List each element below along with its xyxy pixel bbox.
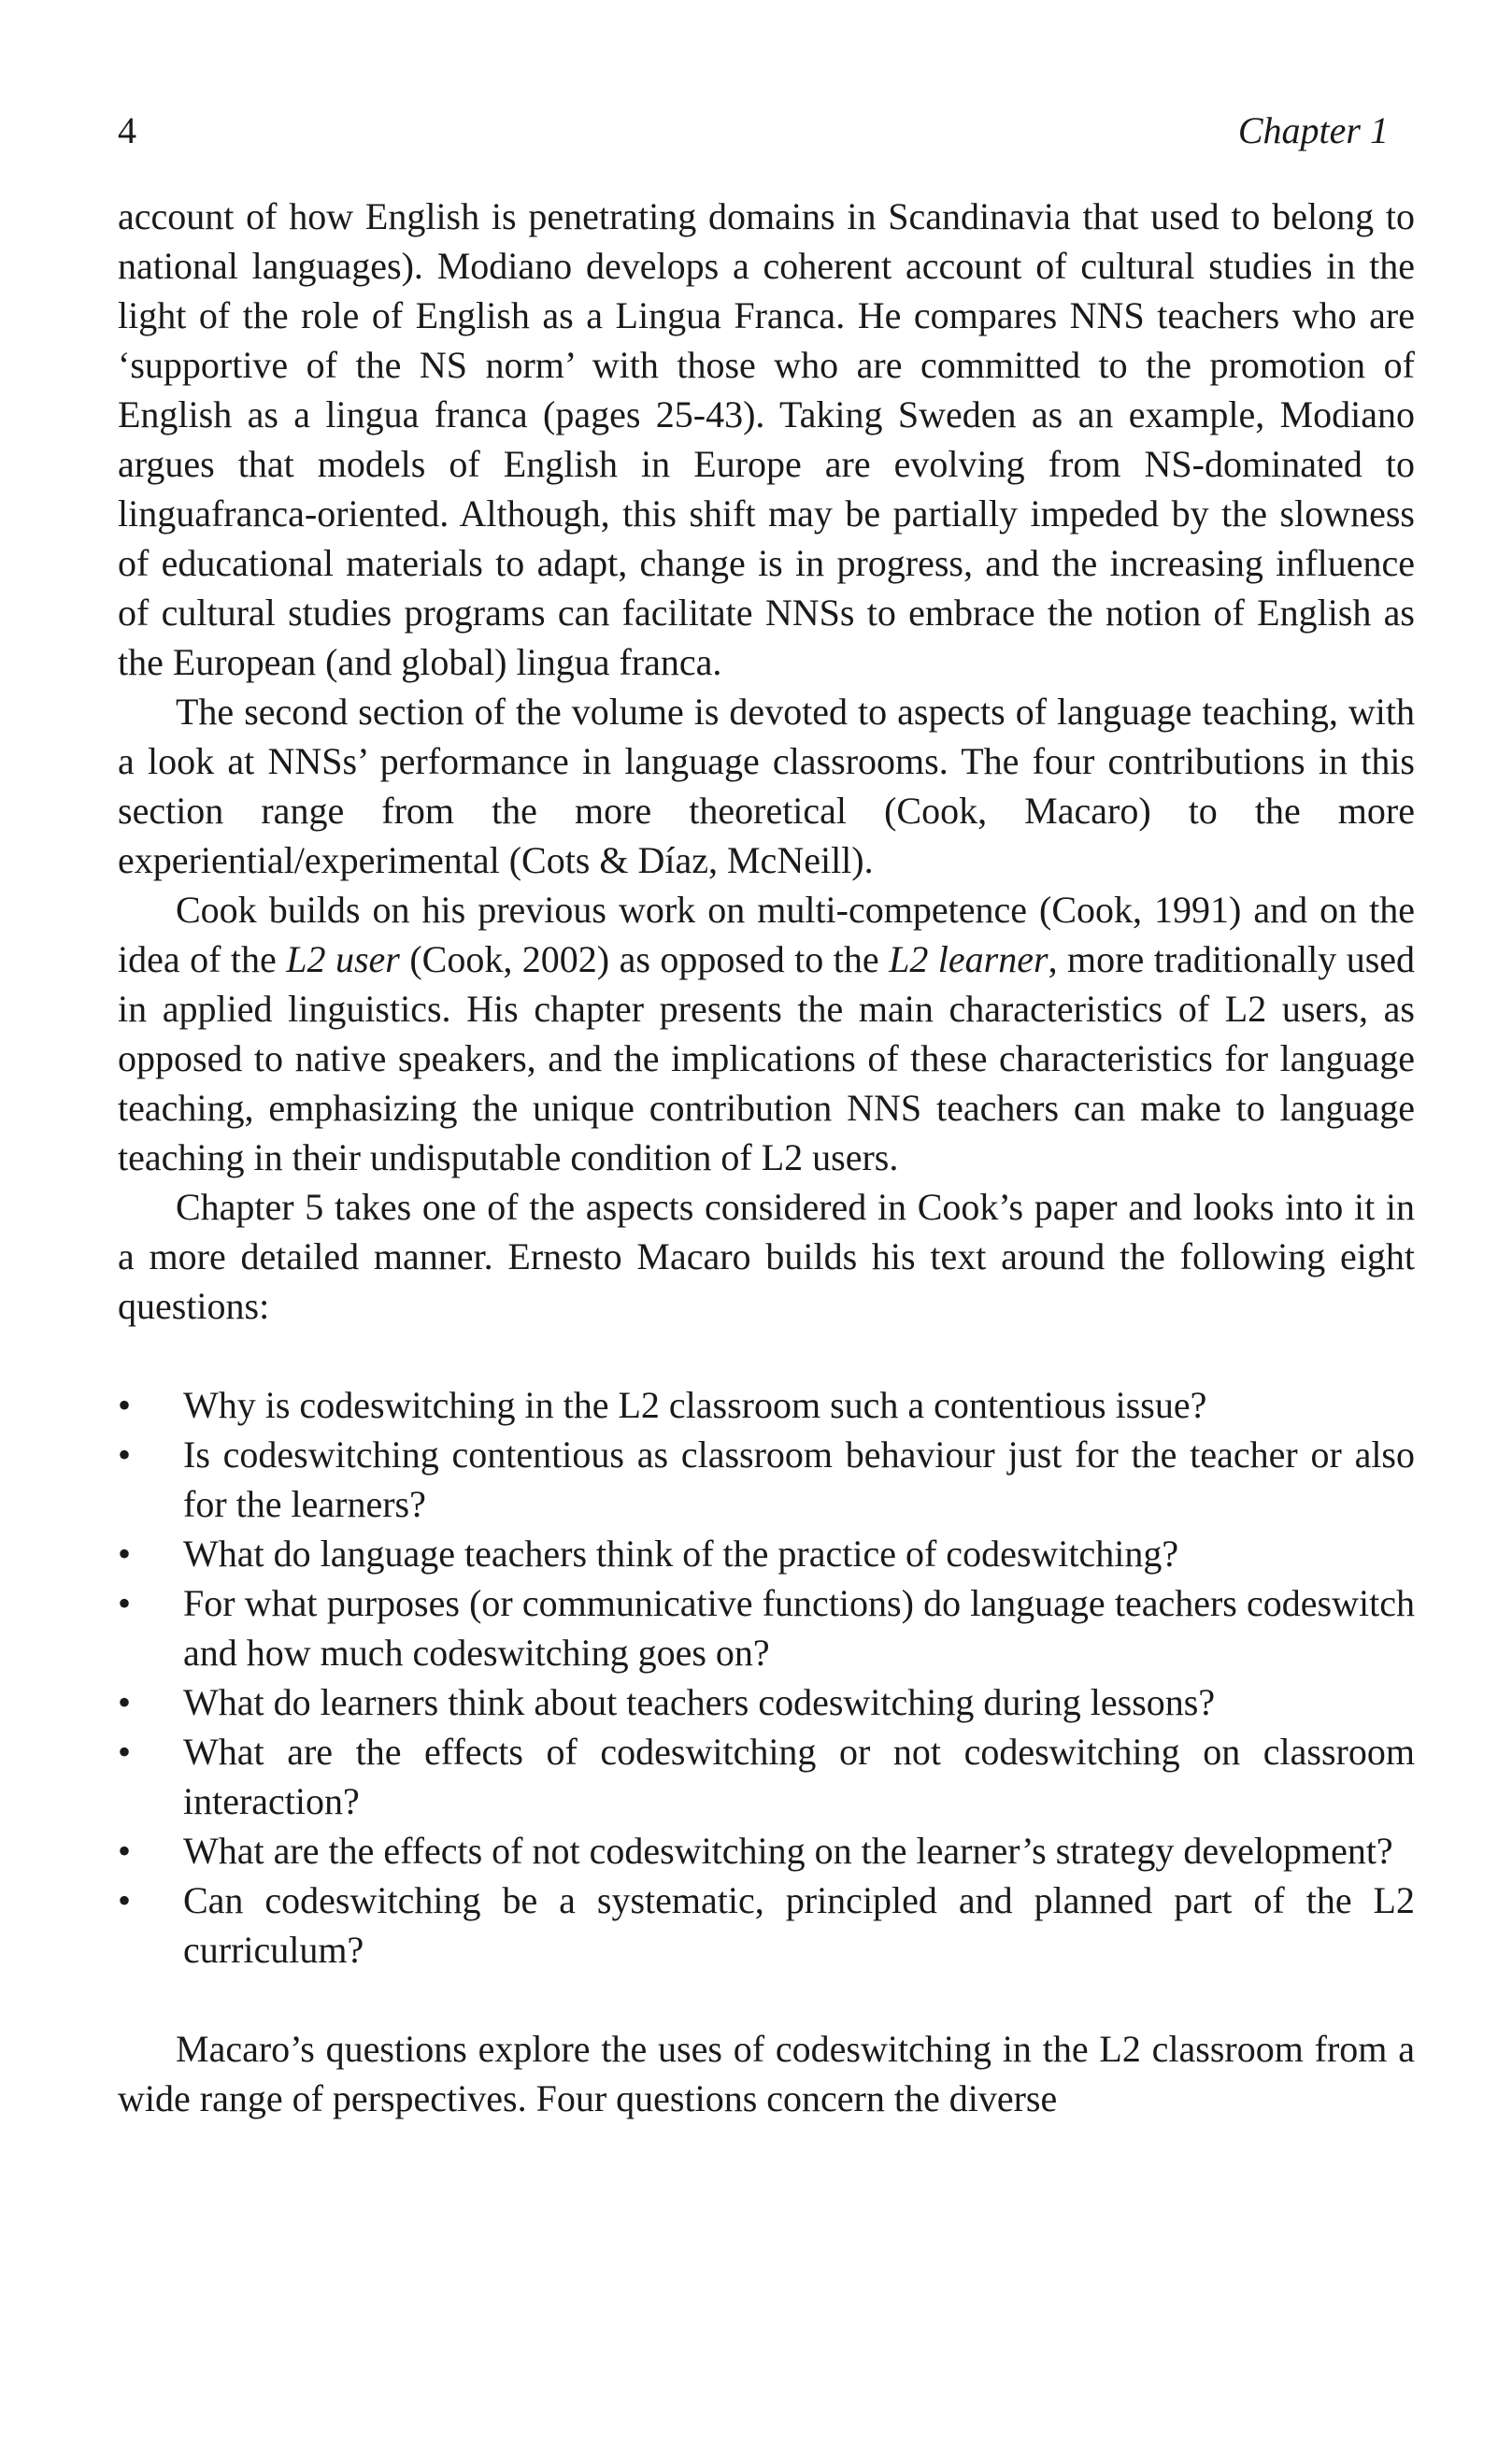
list-item	[118, 1529, 1415, 1578]
paragraph-cook	[118, 885, 1415, 1182]
term-l2-user: L2 user	[286, 938, 400, 980]
list-item	[118, 1578, 1415, 1677]
bullet-icon: •	[118, 1731, 132, 1773]
paragraph-second-section: The second section of the volume is devoted to aspects of language teaching, with a look at NNSs’ performance in language classrooms. The four contributions in this section range from the more theoretical (Cook, Macaro) to the more experiential/experimental (Cots & Díaz, McNeill).	[118, 691, 1415, 881]
question-text: What are the effects of not codeswitching on the learner’s strategy development?	[183, 1830, 1393, 1872]
questions-list	[118, 1380, 1415, 1975]
term-l2-learner: L2 learner	[889, 938, 1048, 980]
question-text: What are the effects of codeswitching or not codeswitching on classroom interaction?	[183, 1731, 1415, 1822]
list-item	[118, 1727, 1415, 1826]
list-item	[118, 1677, 1415, 1727]
running-head: Chapter 1	[1237, 109, 1389, 151]
question-text: What do language teachers think of the practice of codeswitching?	[183, 1533, 1179, 1575]
list-item	[118, 1380, 1415, 1430]
paragraph-cook-part1: Cook builds on his previous work on multi-competence (Cook, 1991) and on the idea of the	[118, 889, 1415, 980]
question-text: Can codeswitching be a systematic, principled and planned part of the L2 curriculum?	[183, 1879, 1415, 1971]
question-text: Is codeswitching contentious as classroom behaviour just for the teacher or also for the learners?	[183, 1433, 1415, 1525]
list-item	[118, 1826, 1415, 1876]
page-header	[118, 105, 1389, 157]
question-text: What do learners think about teachers codeswitching during lessons?	[183, 1681, 1216, 1723]
bullet-icon: •	[118, 1681, 132, 1723]
question-text: For what purposes (or communicative functions) do language teachers codeswitch and how much codeswitching goes on?	[183, 1582, 1415, 1674]
body-text	[118, 192, 1415, 2123]
question-text: Why is codeswitching in the L2 classroom such a contentious issue?	[183, 1384, 1207, 1426]
bullet-icon: •	[118, 1533, 132, 1575]
bullet-icon: •	[118, 1830, 132, 1872]
paragraph-modiano: account of how English is penetrating domains in Scandinavia that used to belong to national languages). Modiano develops a coherent account of cultural studies in the light of the role of English as a Lingua Franca. He compares NNS teachers who are ‘supportive of the NS norm’ with those who are committed to the promotion of English as a lingua franca (pages 25-43). Taking Sweden as an example, Modiano argues that models of English in Europe are evolving from NS-dominated to linguafranca-oriented. Although, this shift may be partially impeded by the slowness of educational materials to adapt, change is in progress, and the increasing influence of cultural studies programs can facilitate NNSs to embrace the notion of English as the European (and global) lingua franca.	[118, 195, 1415, 683]
list-item	[118, 1876, 1415, 1975]
paragraph-cook-part2: (Cook, 2002) as opposed to the	[399, 938, 890, 980]
paragraph-macaro-questions: Macaro’s questions explore the uses of codeswitching in the L2 classroom from a wide range of perspectives. Four questions concern the diverse	[118, 2028, 1415, 2119]
list-item	[118, 1430, 1415, 1529]
bullet-icon: •	[118, 1582, 132, 1624]
bullet-icon: •	[118, 1384, 132, 1426]
paragraph-chapter-5: Chapter 5 takes one of the aspects considered in Cook’s paper and looks into it in a more detailed manner. Ernesto Macaro builds his text around the following eight questions:	[118, 1186, 1415, 1327]
bullet-icon: •	[118, 1879, 132, 1921]
page-number: 4	[118, 109, 136, 151]
paragraph-cook-part3: , more traditionally used in applied linguistics. His chapter presents the main characteristics of L2 users, as opposed to native speakers, and the implications of these characteristics for language teaching, emphasizing the unique contribution NNS teachers can make to language teaching in their undisputable condition of L2 users.	[118, 938, 1416, 1178]
bullet-icon: •	[118, 1433, 132, 1476]
